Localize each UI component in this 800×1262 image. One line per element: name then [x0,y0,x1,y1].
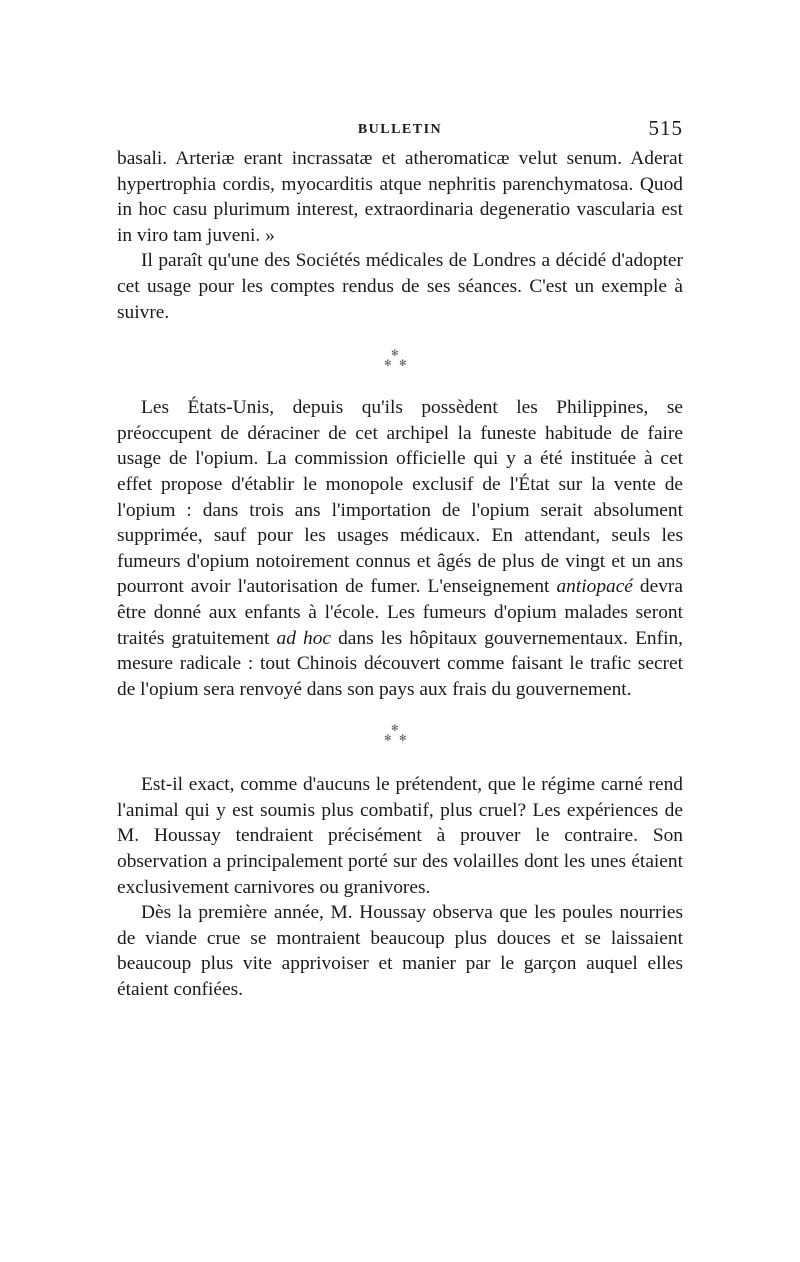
italic-term: ad hoc [276,627,331,649]
italic-term: antiopacé [556,576,633,598]
paragraph-houssay-hens: Dès la première année, M. Houssay observa que les poules nourries de viande crue se montraient beaucoup plus douces et se laissaient beaucoup plus vite apprivoiser et manier par le garçon auquel elles étaient confiées. [117,902,683,1001]
section-separator-1 [117,331,683,391]
paragraph-opium-philippines [117,395,683,702]
book-page [117,116,683,1003]
asterism-star-icon: ✻ [399,733,407,744]
asterism-star-icon: ✻ [384,358,392,369]
asterism-star-icon: ✻ [399,358,407,369]
paragraph-continuation: basali. Arteriæ erant incrassatæ et atheromaticæ velut senum. Aderat hypertrophia cordis, myocarditis atque nephritis parenchymatosa. Quod in hoc casu plurimum interest, extraordinaria degeneratio vascularia est in viro tam juveni. » [117,148,683,246]
paragraph-text: devra être donné aux enfants à l'école. Les fumeurs d'opium malades seront traités gratuitement [117,576,683,649]
asterism-star-icon: ✻ [391,348,399,359]
paragraph-text: dans les hôpitaux gouvernementaux. Enfin, mesure radicale : tout Chinois découvert comme faisant le trafic secret de l'opium sera renvoyé dans son pays aux frais du gouvernement. [117,627,683,700]
paragraph-london-societies: Il paraît qu'une des Sociétés médicales de Londres a décidé d'adopter cet usage pour les comptes rendus de ses séances. C'est un exemple à suivre. [117,250,683,323]
asterism-star-icon: ✻ [391,723,399,734]
page-header [117,116,683,146]
paragraph-text: Les États-Unis, depuis qu'ils possèdent les Philippines, se préoccupent de déraciner de cet archipel la funeste habitude de faire usage de l'opium. La commission officielle qui y a été instituée à cet effet propose d'établir le monopole exclusif de l'État sur la vente de l'opium : dans trois ans l'importation de l'opium serait absolument supprimée, sauf pour les usages médicaux. En attendant, seuls les fumeurs d'opium notoirement connus et âgés de plus de vingt et un ans pourront avoir l'autorisation de fumer. L'enseignement [117,397,683,598]
running-title: BULLETIN [357,122,443,137]
section-separator-2 [117,708,683,768]
page-number: 515 [648,116,683,140]
asterism-star-icon: ✻ [384,733,392,744]
body-text [117,146,683,1003]
paragraph-meat-diet: Est-il exact, comme d'aucuns le prétendent, que le régime carné rend l'animal qui y est soumis plus combatif, plus cruel? Les expériences de M. Houssay tendraient précisément à prouver le contraire. Son observation a principalement porté sur des volailles dont les unes étaient exclusivement carnivores ou granivores. [117,774,683,898]
